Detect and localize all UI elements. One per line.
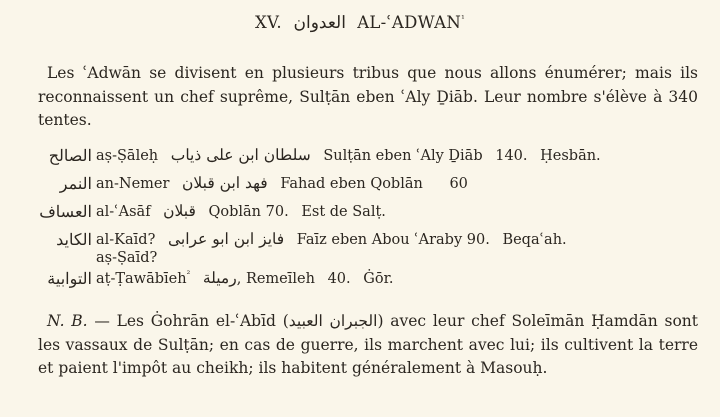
tribe-name: an-Nemer [96,176,170,192]
nota-bene-arabic: الجبران العبيد [288,312,378,330]
tribe-line [96,202,386,220]
nota-bene-before: — Les Ġohrān el-ʿAbīd ( [87,312,289,330]
nota-bene-paragraph [38,310,698,381]
chief-arabic: رميلة [202,269,237,287]
tribe-name: al-Kaīd? [96,232,156,248]
tribe-row [0,146,720,170]
chief-name: Remeīleh [245,271,315,287]
tribe-place: Ġōr. [363,271,394,287]
chief-arabic: فايز ابن ابو عرابى [167,230,285,248]
section-number: XV. [255,13,282,32]
tribe-alt-name: aṣ-Ṣaīd? [96,250,158,266]
footnote-marker: ² [186,270,191,281]
tribe-place: Est de Salṭ. [301,204,386,220]
tribe-row [0,202,720,226]
tribe-row [0,230,720,266]
tribe-arabic-name: التوابية [47,269,92,288]
section-title: AL-ʿADWAN [357,13,462,32]
tribe-line: aṭ-Ṭawābīeh$^{^2}$ رميلة, Remeīleh 40. Ġōr. [96,269,394,287]
chief-arabic: سلطان ابن على ذياب [170,146,311,164]
chief-name: Qoblān [208,204,262,220]
tribe-place: Beqaʿah. [502,232,567,248]
tribe-arabic-name: الصالح [48,146,92,165]
tribe-line [96,146,601,164]
tent-count: 140. [495,148,528,164]
chief-name: Faīz eben Abou ʿAraby [296,232,463,248]
tribe-arabic-name: الكايد [56,230,92,249]
intro-text: Les ʿAdwān se divisent en plusieurs tribus que nous allons énumérer; mais ils reconnaissent un chef suprême, Sulṭān eben ʿAly Ḏiāb. Leur nombre s'élève à 340 tentes. [38,64,698,129]
tent-count: 60 [449,176,468,192]
tribe-line [96,174,468,192]
tribe-name: aṣ-Ṣāleḥ [96,148,159,164]
section-arabic-title: العدوان [293,13,346,33]
tribe-row [0,174,720,198]
tribe-row [0,269,720,293]
tent-count: 70. [265,204,289,220]
nota-bene-label: N. B. [47,312,88,330]
tribe-name: al-ʿAsāf [96,204,151,220]
chief-arabic: فهد ابن قبلان [182,174,268,192]
tribe-place: Ḥesbān. [540,148,601,164]
tribe-arabic-name: العساف [39,202,92,221]
tribe-name: aṭ-Ṭawābīeh [96,271,187,287]
tribe-line [96,230,567,248]
section-heading [0,13,720,33]
nota-bene-after: ) avec leur chef Soleīmān Ḥamdān sont les vassaux de Sulṭān; en cas de guerre, ils marchent avec lui; ils cultivent la terre et paient l'impôt au cheikh; ils habitent généralement à Masouḥ. [38,312,698,377]
tent-count: 40. [327,271,351,287]
intro-paragraph [38,62,698,133]
tent-count: 90. [466,232,490,248]
chief-name: Fahad eben Qoblān [280,176,423,192]
nota-bene-text [38,310,698,381]
chief-name: Sulṭān eben ʿAly Ḏiāb [323,148,483,164]
tribe-arabic-name: النمر [59,174,92,193]
chief-arabic: قبلان [163,202,196,220]
footnote-marker: ¹ [461,14,465,25]
